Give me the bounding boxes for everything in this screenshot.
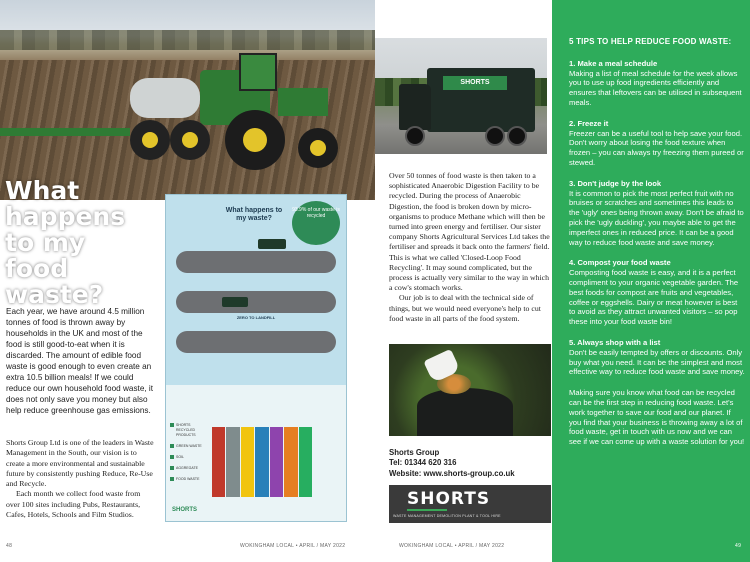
page-number-right: 49 (735, 543, 742, 549)
lorry-logo: SHORTS (443, 76, 507, 90)
tips-panel (552, 0, 750, 562)
process-paragraph-1: Over 50 tonnes of food waste is then taken to a sophisticated Anaerobic Digestion Facility to be recycled. During the process of Anaerobic Digestion, the food is broken down by micro-organisms to produce Methane which will then be turned into green energy and fertiliser. Our sister company Shorts Agricultural Services Ltd takes the fertiliser and spreads it back onto the farmers' field. This is what we called 'Closed-Loop Food Recycling'. It may sound complicated, but the process is actually very similar to the way in which a cow's stomach works. (389, 171, 550, 293)
tip-item (569, 59, 745, 108)
tip-text: Freezer can be a useful tool to help save your food. Don't worry about losing the food texture when frozen – you can always try freezing them pureed or stewed. (569, 128, 744, 167)
contact-website: Website: www.shorts-group.co.uk (389, 468, 515, 478)
right-page (375, 0, 750, 562)
page-number-left: 48 (6, 543, 13, 549)
infographic-road-1 (176, 251, 336, 273)
process-text (389, 171, 551, 324)
tip-item (569, 338, 745, 377)
tip-item (569, 179, 745, 248)
tractor-illustration (0, 0, 375, 200)
tips-content (569, 37, 745, 447)
caddy-bin (417, 388, 513, 436)
legend-item: SHORTS RECYCLED PRODUCTS (170, 423, 210, 438)
process-paragraph-2: Our job is to deal with the technical side of things, but we would need everyone's help to cut food waste in all parts of the food system. (389, 293, 541, 323)
lorry-cab (399, 84, 431, 130)
tip-text: It is common to pick the most perfect fruit with no bruises or scratches and sometimes this leads to the 'ugly' ones being thrown away. Don't be afraid to pick the 'ugly duckling', you maybe able to get the imperfect ones in reduced price. It can be a good way to reduce food waste and save money. (569, 188, 744, 247)
lorry-wheel (507, 126, 527, 146)
tip-text: Don't be easily tempted by offers or discounts. Only buy what you need. It can be the simplest and most effective way to reduce food waste and save money. (569, 347, 745, 377)
headline-line-2: happens (5, 202, 126, 231)
infographic-legend (170, 423, 210, 488)
tip-title: 5. Always shop with a list (569, 337, 661, 347)
infographic-truck-1 (258, 239, 286, 249)
recycled-rate-bubble: 93.9% of our waste is recycled (292, 201, 340, 245)
shorts-logo-banner (389, 485, 551, 523)
tip-title: 1. Make a meal schedule (569, 58, 658, 68)
infographic-brand: SHORTS (172, 507, 198, 513)
headline-line-1: What (5, 176, 80, 205)
legend-item: SOIL (170, 455, 210, 460)
tips-heading: 5 TIPS TO HELP REDUCE FOOD WASTE: (569, 37, 732, 46)
folio-left: WOKINGHAM LOCAL • APRIL / MAY 2022 (240, 543, 346, 549)
waste-infographic (165, 194, 347, 522)
infographic-title: What happens to my waste? (225, 207, 283, 222)
legend-item: AGGREGATE (170, 466, 210, 471)
headline-line-3: to my (5, 228, 86, 257)
tips-closing: Making sure you know what food can be recycled can be the first step in reducing food waste. Let's work together to save our food and our planet. If you find that your business is throwing away a lot of food waste, get in touch with us now and we can see if we can come up with a waste solution for you! (569, 388, 745, 447)
infographic-truck-2 (222, 297, 248, 307)
tip-title: 3. Don't judge by the look (569, 178, 662, 188)
contact-tel: Tel: 01344 620 316 (389, 458, 457, 468)
tip-item (569, 258, 745, 327)
lorry-wheel (405, 126, 425, 146)
contact-name: Shorts Group (389, 448, 440, 457)
tip-title: 4. Compost your food waste (569, 258, 671, 268)
company-paragraph-1: Shorts Group Ltd is one of the leaders in Waste Management in the South, our vision is to create a more environmental and sustainable future by consistently pushing Reduce, Re-Use and Recycle. (6, 438, 154, 489)
infographic-road-3 (176, 331, 336, 353)
logo-underline (407, 509, 447, 511)
contact-block (389, 448, 515, 479)
zero-landfill-label: ZERO TO LANDFILL (236, 315, 276, 320)
tip-text: Making a list of meal schedule for the week allows you to use up food ingredients efficiently and ensures that leftovers can be utilised in subsequent meals. (569, 68, 742, 107)
headline-line-4: food waste? (5, 254, 104, 309)
food-bin-photo (389, 344, 551, 436)
intro-paragraph: Each year, we have around 4.5 million tonnes of food is thrown away by households in the UK and most of the food is still good-to-eat when it is discarded. The amount of edible food waste is good enough to even create an extra 10.5 billion meals! If we could reduce our own household food waste, it does not only save you money but also help reduce greenhouse gas emissions. (6, 307, 154, 415)
page-headline (5, 178, 165, 308)
infographic-bins (212, 427, 312, 497)
legend-item: GREEN WASTE (170, 444, 210, 449)
logo-tagline: WASTE MANAGEMENT DEMOLITION PLANT & TOOL HIRE (393, 514, 501, 518)
company-paragraph-2: Each month we collect food waste from over 100 sites including Pubs, Restaurants, Cafes, Hotels, Schools and Film Studios. (6, 489, 141, 520)
tip-title: 2. Freeze it (569, 118, 609, 128)
tip-item (569, 119, 745, 168)
logo-wordmark: SHORTS (407, 489, 491, 509)
legend-item: FOOD WASTE (170, 477, 210, 482)
shorts-lorry-photo (375, 38, 547, 154)
lorry-wheel (485, 126, 505, 146)
company-paragraphs (6, 438, 156, 520)
folio-right: WOKINGHAM LOCAL • APRIL / MAY 2022 (399, 543, 505, 549)
tip-text: Composting food waste is easy, and it is a perfect compliment to your organic vegetable garden. The best foods for compost are fruits and vegetables, coffee or eggshells. Dairy or meat however is best to avoid as they attract unwanted visitors – so pop these into your food waste bin! (569, 268, 739, 327)
tractor-photo (0, 0, 375, 200)
infographic-road-2 (176, 291, 336, 313)
